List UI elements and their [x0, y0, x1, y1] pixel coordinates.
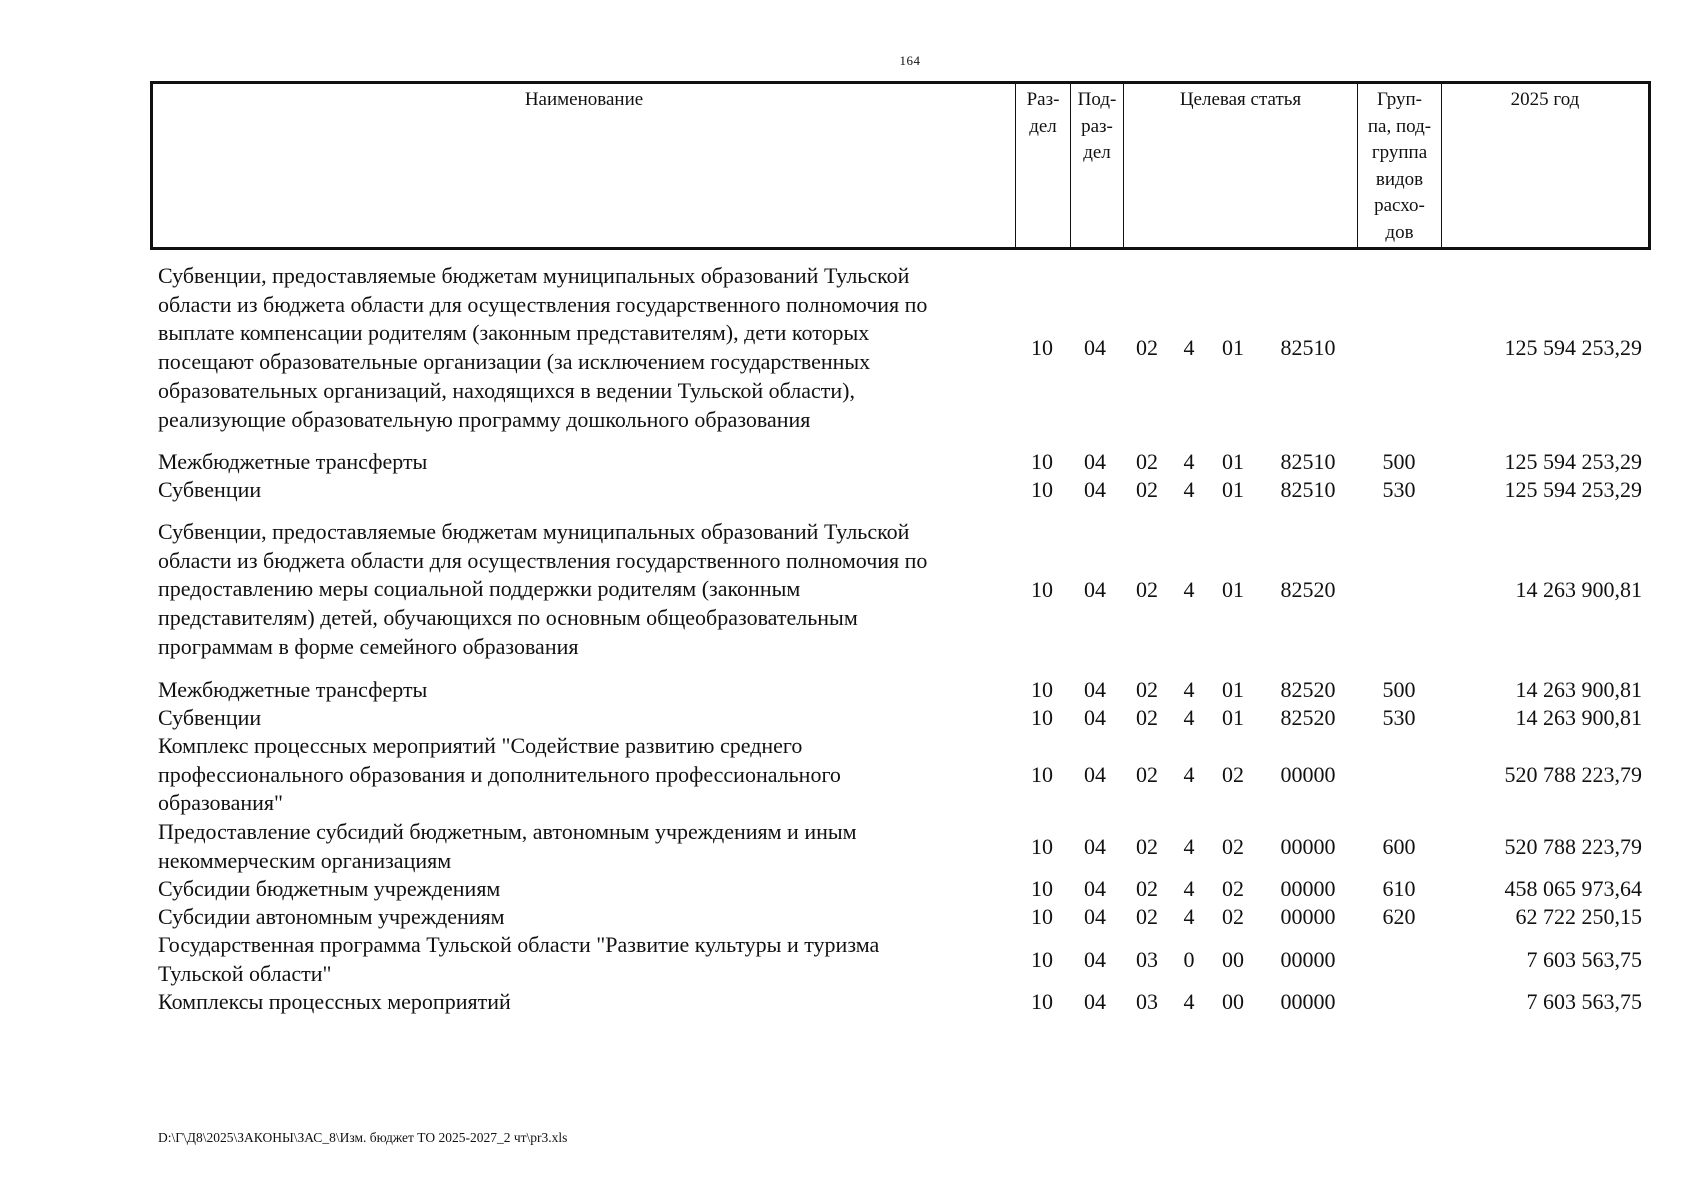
- row-name-line: выплате компенсации родителям (законным представителям), дети которых: [158, 320, 870, 346]
- razdel-cell: 10: [1031, 335, 1053, 360]
- row-name: [158, 931, 1003, 988]
- row-name-line: реализующие образовательную программу дошкольного образования: [158, 406, 811, 432]
- expense-group-cell: 600: [1382, 833, 1416, 859]
- razdel-cell: 10: [1031, 477, 1053, 502]
- header-line: видов: [1375, 168, 1424, 190]
- row-name-line: Предоставление субсидий бюджетным, автономным учреждениям и иным: [158, 819, 857, 844]
- header-line: Груп-: [1376, 89, 1423, 110]
- podrazdel-cell: 04: [1084, 989, 1106, 1014]
- podrazdel-cell: 04: [1084, 577, 1106, 602]
- header-gruppa-vidov-rashodov: [1357, 84, 1441, 247]
- complex-number-cell: 00: [1222, 946, 1244, 972]
- row-name-line: некоммерческим организациям: [158, 847, 452, 873]
- header-line: Наименование: [524, 89, 644, 110]
- row-name-line: Субвенции: [158, 705, 262, 730]
- direction-code-cell: 00000: [1280, 876, 1336, 901]
- razdel-cell: 10: [1031, 705, 1053, 730]
- expense-group-cell: 620: [1382, 904, 1416, 929]
- program-code-cell: 02: [1136, 705, 1158, 730]
- program-code-cell: 03: [1136, 989, 1158, 1014]
- podrazdel-cell: 04: [1084, 762, 1106, 787]
- table-row: [0, 676, 1693, 704]
- row-name-line: Субвенции, предоставляемые бюджетам муниципальных образований Тульской: [158, 519, 910, 544]
- program-code-cell: 02: [1136, 876, 1158, 901]
- row-name: [158, 476, 1003, 505]
- razdel-cell: 10: [1031, 762, 1053, 787]
- type-code-cell: 4: [1183, 705, 1195, 730]
- direction-code-cell: 82510: [1280, 477, 1336, 502]
- program-code-cell: 02: [1136, 577, 1158, 602]
- direction-code-cell: 00000: [1280, 762, 1336, 787]
- header-celevaya-statya: [1123, 84, 1357, 247]
- program-code-cell: 02: [1136, 904, 1158, 929]
- row-name-line: Субсидии автономным учреждениям: [158, 904, 505, 929]
- complex-number-cell: 01: [1222, 335, 1244, 360]
- type-code-cell: 4: [1183, 449, 1195, 474]
- complex-number-cell: 01: [1222, 577, 1244, 602]
- row-name-line: Тульской области": [158, 960, 332, 986]
- podrazdel-cell: 04: [1084, 833, 1106, 859]
- row-name: [158, 676, 1003, 705]
- type-code-cell: 4: [1183, 904, 1195, 929]
- row-name-line: Субвенции: [158, 477, 262, 502]
- header-line: 2025 год: [1510, 89, 1580, 110]
- header-razdel: [1015, 84, 1070, 247]
- podrazdel-cell: 04: [1084, 677, 1106, 702]
- table-row: [0, 988, 1693, 1016]
- program-code-cell: 02: [1136, 335, 1158, 360]
- expense-group-cell: 610: [1382, 876, 1416, 901]
- razdel-cell: 10: [1031, 904, 1053, 929]
- table-row: [0, 903, 1693, 931]
- program-code-cell: 02: [1136, 449, 1158, 474]
- row-name: [158, 988, 1003, 1017]
- program-code-cell: 02: [1136, 677, 1158, 702]
- header-line: группа: [1371, 142, 1428, 163]
- complex-number-cell: 02: [1222, 904, 1244, 929]
- table-row: [0, 262, 1693, 434]
- complex-number-cell: 02: [1222, 833, 1244, 859]
- row-name-line: профессионального образования и дополнительного профессионального: [158, 761, 841, 787]
- row-name: [158, 448, 1003, 477]
- razdel-cell: 10: [1031, 876, 1053, 901]
- type-code-cell: 4: [1183, 989, 1195, 1014]
- podrazdel-cell: 04: [1084, 876, 1106, 901]
- row-name-line: Субсидии бюджетным учреждениям: [158, 876, 501, 901]
- table-row: [0, 448, 1693, 476]
- type-code-cell: 4: [1183, 477, 1195, 502]
- header-line: дел: [1083, 142, 1111, 163]
- table-row: [0, 875, 1693, 903]
- expense-group-cell: 500: [1382, 449, 1416, 474]
- amount-cell: 125 594 253,29: [1504, 449, 1642, 474]
- type-code-cell: 4: [1183, 335, 1195, 360]
- header-podrazdel: [1070, 84, 1123, 247]
- table-row: [0, 818, 1693, 875]
- expense-group-cell: 530: [1382, 705, 1416, 730]
- program-code-cell: 03: [1136, 946, 1158, 972]
- direction-code-cell: 00000: [1280, 989, 1336, 1014]
- header-line: Раз-: [1026, 89, 1060, 110]
- row-name: [158, 262, 1003, 434]
- expense-group-cell: 530: [1382, 477, 1416, 502]
- row-name-line: программам в форме семейного образования: [158, 633, 579, 659]
- row-name-line: области из бюджета области для осуществления государственного полномочия по: [158, 291, 928, 317]
- type-code-cell: 4: [1183, 677, 1195, 702]
- razdel-cell: 10: [1031, 677, 1053, 702]
- row-name-line: предоставлению меры социальной поддержки родителям (законным: [158, 576, 801, 602]
- page-number: 164: [899, 53, 921, 68]
- row-name-line: образовательных организаций, находящихся в ведении Тульской области),: [158, 377, 855, 403]
- table-row: [0, 704, 1693, 732]
- direction-code-cell: 82520: [1280, 677, 1336, 702]
- direction-code-cell: 00000: [1280, 904, 1336, 929]
- direction-code-cell: 82520: [1280, 577, 1336, 602]
- podrazdel-cell: 04: [1084, 705, 1106, 730]
- direction-code-cell: 00000: [1280, 946, 1336, 972]
- amount-cell: 14 263 900,81: [1515, 577, 1642, 602]
- amount-cell: 458 065 973,64: [1504, 876, 1642, 901]
- amount-cell: 520 788 223,79: [1504, 762, 1642, 787]
- complex-number-cell: 00: [1222, 989, 1244, 1014]
- expense-group-cell: 500: [1382, 677, 1416, 702]
- row-name-line: области из бюджета области для осуществления государственного полномочия по: [158, 547, 928, 573]
- header-year: [1441, 84, 1648, 247]
- table-row: [0, 518, 1693, 662]
- complex-number-cell: 01: [1222, 449, 1244, 474]
- direction-code-cell: 82520: [1280, 705, 1336, 730]
- podrazdel-cell: 04: [1084, 335, 1106, 360]
- razdel-cell: 10: [1031, 989, 1053, 1014]
- row-name-line: посещают образовательные организации (за исключением государственных: [158, 349, 871, 375]
- amount-cell: 62 722 250,15: [1515, 904, 1642, 929]
- type-code-cell: 4: [1183, 876, 1195, 901]
- podrazdel-cell: 04: [1084, 946, 1106, 972]
- header-line: па, под-: [1367, 115, 1432, 137]
- amount-cell: 7 603 563,75: [1526, 946, 1642, 972]
- header-line: дов: [1385, 221, 1414, 243]
- table-row: [0, 732, 1693, 818]
- podrazdel-cell: 04: [1084, 904, 1106, 929]
- type-code-cell: 0: [1183, 946, 1195, 972]
- type-code-cell: 4: [1183, 833, 1195, 859]
- complex-number-cell: 01: [1222, 477, 1244, 502]
- amount-cell: 520 788 223,79: [1504, 833, 1642, 859]
- table-header: [150, 81, 1651, 250]
- table-row: [0, 476, 1693, 504]
- complex-number-cell: 02: [1222, 762, 1244, 787]
- header-line: расхо-: [1374, 195, 1425, 216]
- row-name: [158, 903, 1003, 932]
- complex-number-cell: 01: [1222, 705, 1244, 730]
- row-name-line: Комплексы процессных мероприятий: [158, 989, 511, 1014]
- amount-cell: 7 603 563,75: [1526, 989, 1642, 1014]
- row-name: [158, 818, 1003, 875]
- type-code-cell: 4: [1183, 762, 1195, 787]
- file-path-footer: D:\Г\Д8\2025\ЗАКОНЫ\ЗАС_8\Изм. бюджет ТО 2025-2027_2 чт\pr3.xls: [158, 1130, 568, 1145]
- row-name-line: Межбюджетные трансферты: [158, 449, 428, 474]
- row-name: [158, 875, 1003, 904]
- razdel-cell: 10: [1031, 449, 1053, 474]
- row-name-line: Межбюджетные трансферты: [158, 677, 428, 702]
- header-line: Целевая статья: [1179, 89, 1302, 110]
- row-name-line: представителям) детей, обучающихся по основным общеобразовательным: [158, 605, 858, 631]
- row-name-line: Комплекс процессных мероприятий "Содействие развитию среднего: [158, 733, 803, 758]
- row-name: [158, 704, 1003, 733]
- podrazdel-cell: 04: [1084, 477, 1106, 502]
- header-line: дел: [1029, 115, 1057, 137]
- program-code-cell: 02: [1136, 762, 1158, 787]
- row-name-line: образования": [158, 790, 284, 816]
- table-row: [0, 931, 1693, 988]
- amount-cell: 14 263 900,81: [1515, 705, 1642, 730]
- program-code-cell: 02: [1136, 833, 1158, 859]
- direction-code-cell: 00000: [1280, 833, 1336, 859]
- podrazdel-cell: 04: [1084, 449, 1106, 474]
- row-name-line: Государственная программа Тульской области "Развитие культуры и туризма: [158, 932, 880, 957]
- direction-code-cell: 82510: [1280, 335, 1336, 360]
- program-code-cell: 02: [1136, 477, 1158, 502]
- razdel-cell: 10: [1031, 833, 1053, 859]
- header-line: Под-: [1077, 89, 1117, 110]
- row-name: [158, 732, 1003, 818]
- direction-code-cell: 82510: [1280, 449, 1336, 474]
- row-name: [158, 518, 1003, 662]
- amount-cell: 125 594 253,29: [1504, 477, 1642, 502]
- header-line: раз-: [1081, 115, 1113, 137]
- amount-cell: 14 263 900,81: [1515, 677, 1642, 702]
- razdel-cell: 10: [1031, 577, 1053, 602]
- amount-cell: 125 594 253,29: [1504, 335, 1642, 360]
- header-name: [153, 84, 1015, 247]
- razdel-cell: 10: [1031, 946, 1053, 972]
- complex-number-cell: 01: [1222, 677, 1244, 702]
- type-code-cell: 4: [1183, 577, 1195, 602]
- complex-number-cell: 02: [1222, 876, 1244, 901]
- row-name-line: Субвенции, предоставляемые бюджетам муниципальных образований Тульской: [158, 263, 910, 288]
